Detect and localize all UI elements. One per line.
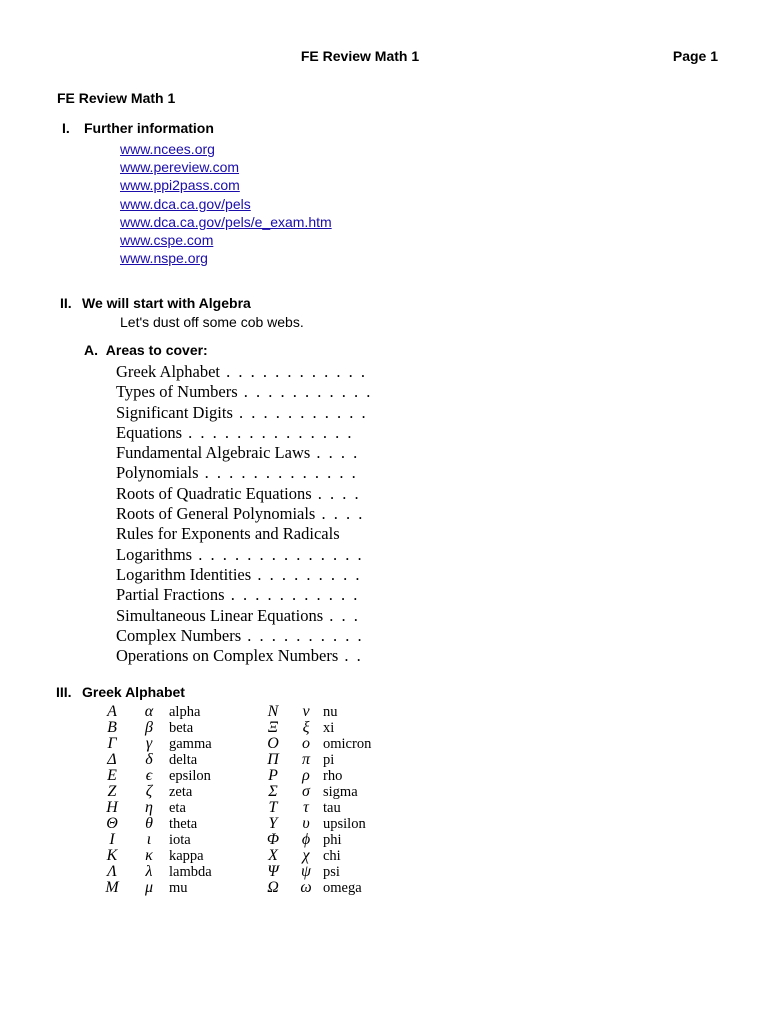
greek-letter-name: gamma (169, 736, 212, 752)
section-heading-further-information (62, 120, 214, 136)
subsection-title: Areas to cover: (105, 342, 208, 358)
page-number: Page 1 (672, 48, 718, 64)
greek-alphabet-table (95, 704, 403, 896)
greek-letter-name: omicron (323, 736, 372, 752)
list-item (120, 158, 332, 176)
table-row (95, 800, 403, 816)
topic-item (116, 646, 396, 666)
subsection-number: A. (84, 342, 98, 358)
list-item (120, 213, 332, 231)
topic-leader-dots: . . . . . . . . . . . (224, 585, 360, 605)
greek-letter-name: tau (323, 800, 341, 816)
greek-lowercase: ϕ (301, 831, 311, 848)
greek-uppercase: Δ (107, 751, 117, 768)
greek-lowercase: σ (302, 783, 310, 800)
table-row (95, 736, 403, 752)
greek-letter-name: eta (169, 800, 186, 816)
link-cspe[interactable]: www.cspe.com (120, 231, 214, 248)
table-row (95, 832, 403, 848)
topic-item (116, 565, 396, 585)
greek-lowercase: π (301, 751, 310, 768)
greek-uppercase: O (267, 735, 279, 752)
link-dca-exam[interactable]: www.dca.ca.gov/pels/e_exam.htm (120, 213, 332, 230)
greek-letter-name: delta (169, 752, 198, 768)
greek-letter-name: zeta (169, 784, 193, 800)
greek-uppercase: Υ (268, 815, 278, 832)
greek-uppercase: H (106, 799, 118, 816)
greek-lowercase: α (144, 703, 154, 720)
greek-uppercase: Ξ (267, 719, 279, 736)
link-ncees[interactable]: www.ncees.org (120, 141, 215, 157)
greek-letter-name: upsilon (323, 816, 366, 832)
table-row (95, 768, 403, 784)
greek-letter-name: rho (323, 768, 343, 784)
greek-lowercase: χ (302, 847, 310, 864)
table-row (95, 848, 403, 864)
topic-leader-dots: . . (338, 646, 363, 666)
topic-item (116, 606, 396, 626)
topic-leader-dots: . . . . (315, 504, 365, 524)
greek-lowercase: γ (145, 735, 153, 752)
greek-uppercase: K (106, 847, 118, 864)
link-pereview[interactable]: www.pereview.com (120, 159, 240, 176)
section-heading-algebra (60, 295, 251, 311)
topic-label: Roots of Quadratic Equations (116, 483, 312, 503)
greek-lowercase: ϵ (145, 767, 153, 784)
greek-uppercase: X (268, 847, 278, 864)
link-ppi2pass[interactable]: www.ppi2pass.com (120, 177, 240, 194)
topic-item (116, 423, 396, 443)
greek-letter-name: chi (323, 848, 341, 864)
topic-label: Rules for Exponents and Radicals (116, 524, 340, 544)
topic-item (116, 524, 396, 544)
greek-lowercase: ρ (302, 767, 310, 784)
greek-uppercase: Θ (106, 815, 118, 832)
greek-lowercase: τ (303, 799, 309, 816)
section-number: I. (62, 120, 70, 136)
table-row (95, 704, 403, 720)
topic-item (116, 484, 396, 504)
link-dca-pels[interactable]: www.dca.ca.gov/pels (120, 195, 251, 212)
greek-uppercase: E (107, 767, 117, 784)
topic-leader-dots: . . . . . . . . . (251, 564, 362, 584)
greek-letter-name: alpha (169, 704, 201, 720)
topic-item (116, 362, 396, 382)
greek-lowercase: δ (145, 751, 153, 768)
greek-lowercase: ψ (301, 863, 311, 880)
greek-lowercase: ζ (145, 783, 153, 800)
section-title: We will start with Algebra (82, 295, 251, 311)
greek-lowercase: β (145, 719, 153, 736)
topic-label: Operations on Complex Numbers (116, 646, 339, 666)
table-row (95, 864, 403, 880)
topic-label: Polynomials (116, 463, 199, 483)
topic-item (116, 382, 396, 402)
greek-letter-name: psi (323, 864, 340, 880)
greek-uppercase: M (105, 879, 119, 896)
topic-leader-dots: . . . . . . . . . . (241, 625, 364, 645)
greek-letter-name: omega (323, 880, 362, 896)
greek-lowercase: μ (144, 879, 154, 896)
greek-lowercase: ι (146, 831, 152, 848)
document-title: FE Review Math 1 (57, 90, 176, 106)
greek-uppercase: P (268, 767, 278, 784)
topic-leader-dots: . . . . (310, 443, 360, 463)
topic-item (116, 463, 396, 483)
topic-label: Roots of General Polynomials (116, 504, 316, 524)
list-item (120, 195, 332, 213)
greek-letter-name: kappa (169, 848, 204, 864)
topic-item (116, 403, 396, 423)
topic-item (116, 585, 396, 605)
topic-leader-dots: . . . . . . . . . . . . (220, 362, 368, 381)
topic-label: Equations (116, 422, 182, 442)
topic-leader-dots: . . . (323, 605, 360, 625)
greek-letter-name: mu (169, 880, 188, 896)
table-row (95, 720, 403, 736)
topic-item (116, 443, 396, 463)
section-number: III. (56, 684, 72, 700)
greek-uppercase: Γ (107, 735, 117, 752)
section-heading-greek-alphabet (56, 684, 185, 700)
greek-uppercase: Z (107, 783, 117, 800)
topic-leader-dots: . . . . . . . . . . . . . . (182, 422, 354, 442)
topic-label: Fundamental Algebraic Laws (116, 443, 311, 463)
topic-leader-dots: . . . . . . . . . . . . . (198, 463, 358, 483)
topic-item (116, 626, 396, 646)
greek-uppercase: A (107, 703, 117, 720)
topics-list (116, 362, 396, 666)
greek-letter-name: sigma (323, 784, 358, 800)
topic-label: Complex Numbers (116, 625, 242, 645)
topic-label: Logarithms (116, 544, 193, 564)
topic-leader-dots: . . . . . . . . . . . (237, 382, 373, 402)
greek-letter-name: epsilon (169, 768, 211, 784)
resource-link-list (120, 140, 332, 267)
greek-lowercase: o (302, 735, 310, 752)
topic-label: Partial Fractions (116, 585, 225, 605)
greek-uppercase: Ω (267, 879, 279, 896)
table-row (95, 816, 403, 832)
list-item (120, 140, 332, 158)
subsection-heading-areas (84, 342, 208, 358)
greek-letter-name: xi (323, 720, 335, 736)
table-row (95, 784, 403, 800)
greek-uppercase: N (267, 703, 279, 720)
topic-leader-dots: . . . . . . . . . . . . . . (192, 544, 364, 564)
greek-lowercase: ν (302, 703, 310, 720)
topic-item (116, 504, 396, 524)
greek-lowercase: υ (302, 815, 310, 832)
greek-letter-name: phi (323, 832, 342, 848)
list-item (120, 231, 332, 249)
greek-uppercase: Φ (266, 831, 280, 848)
link-nspe[interactable]: www.nspe.org (120, 250, 208, 267)
greek-letter-name: beta (169, 720, 194, 736)
greek-letter-name: nu (323, 704, 338, 720)
greek-lowercase: λ (145, 863, 153, 880)
greek-letter-name: pi (323, 752, 335, 768)
greek-letter-name: theta (169, 816, 198, 832)
greek-lowercase: η (145, 799, 153, 816)
section-title: Greek Alphabet (82, 684, 185, 700)
section-number: II. (60, 295, 72, 311)
topic-label: Logarithm Identities (116, 564, 252, 584)
greek-uppercase: I (109, 831, 115, 848)
greek-lowercase: θ (145, 815, 153, 832)
page-header-title: FE Review Math 1 (300, 48, 420, 64)
greek-uppercase: Σ (268, 783, 278, 800)
section-title: Further information (84, 120, 214, 136)
table-row (95, 880, 403, 896)
topic-label: Simultaneous Linear Equations (116, 605, 324, 625)
greek-uppercase: Λ (107, 863, 117, 880)
greek-lowercase: ξ (302, 719, 310, 736)
greek-uppercase: T (268, 799, 278, 816)
topic-label: Types of Numbers (116, 382, 238, 402)
list-item (120, 176, 332, 194)
greek-lowercase: ω (300, 879, 312, 896)
greek-uppercase: B (107, 719, 117, 736)
topic-leader-dots: . . . . . . . . . . . (232, 402, 368, 422)
greek-letter-name: lambda (169, 864, 212, 880)
greek-uppercase: Π (267, 751, 279, 768)
topic-label: Greek Alphabet (116, 362, 221, 381)
intro-text: Let's dust off some cob webs. (120, 314, 304, 330)
list-item (120, 249, 332, 267)
topic-leader-dots: . . . . (311, 483, 361, 503)
greek-lowercase: κ (145, 847, 153, 864)
topic-item (116, 545, 396, 565)
topic-label: Significant Digits (116, 402, 233, 422)
table-row (95, 752, 403, 768)
greek-letter-name: iota (169, 832, 191, 848)
greek-uppercase: Ψ (267, 863, 279, 880)
